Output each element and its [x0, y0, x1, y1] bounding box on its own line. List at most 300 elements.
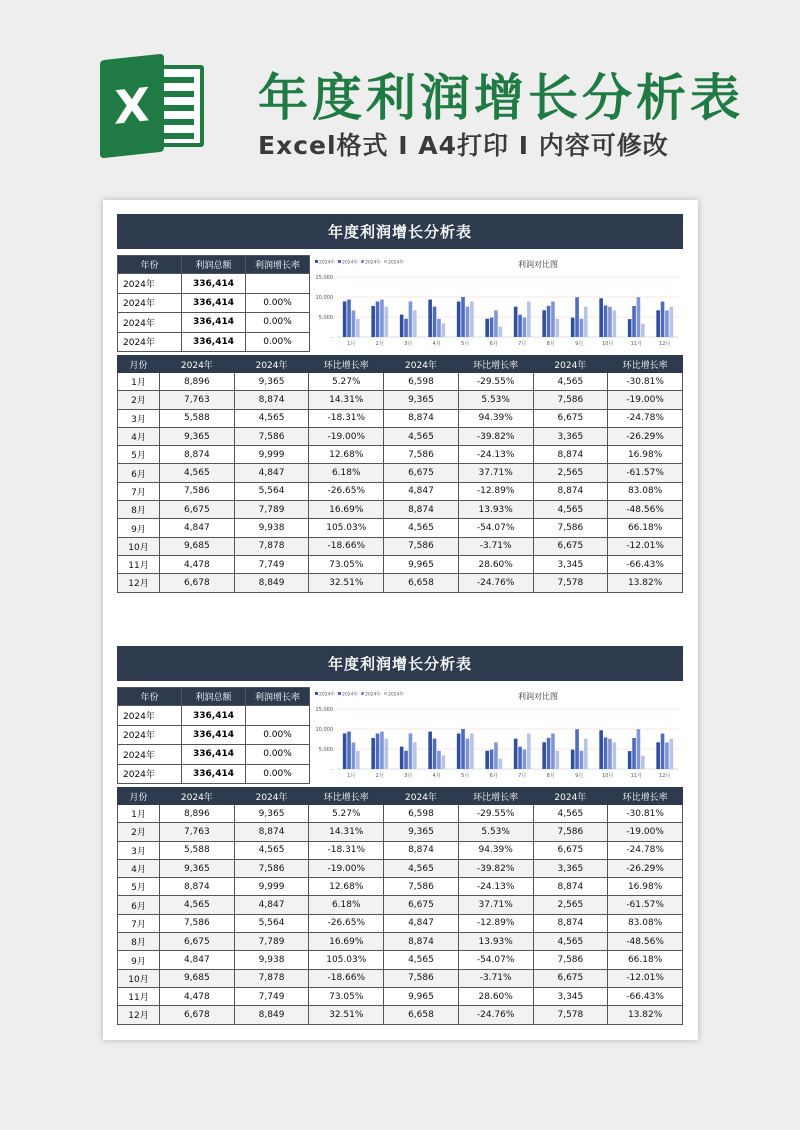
- table-cell: 8,874: [160, 878, 235, 896]
- table-cell: 2月: [118, 823, 160, 841]
- bar: [608, 739, 612, 769]
- table-cell: 14.31%: [309, 823, 384, 841]
- summary-row: [118, 274, 310, 293]
- bar: [580, 319, 584, 337]
- table-row: [118, 933, 683, 951]
- bar: [613, 742, 617, 769]
- summary-section: [117, 255, 683, 352]
- table-cell: 83.08%: [608, 482, 683, 500]
- bar: [632, 738, 636, 769]
- table-cell: 9,938: [234, 519, 309, 537]
- logo-letter: X: [100, 54, 164, 159]
- table-cell: 4,565: [160, 464, 235, 482]
- summary-cell: 0.00%: [246, 313, 310, 332]
- bar: [343, 733, 347, 769]
- summary-section: [117, 687, 683, 784]
- table-cell: 7,586: [234, 859, 309, 877]
- page-subtitle: Excel格式 I A4打印 I 内容可修改: [258, 131, 669, 160]
- bar: [404, 319, 408, 337]
- bar: [466, 739, 470, 769]
- monthly-header: 环比增长率: [458, 788, 533, 805]
- bar: [599, 730, 603, 769]
- table-cell: -12.01%: [608, 537, 683, 555]
- x-tick-label: 2月: [375, 773, 384, 779]
- bar: [632, 306, 636, 337]
- bar: [457, 734, 461, 769]
- x-tick-label: 9月: [575, 341, 584, 347]
- bar: [518, 315, 522, 337]
- bar: [490, 750, 494, 769]
- bar: [433, 307, 437, 337]
- bar: [433, 739, 437, 769]
- table-cell: 8月: [118, 933, 160, 951]
- y-tick-label: 5,000: [318, 747, 333, 753]
- x-tick-label: 6月: [489, 773, 498, 779]
- table-row: [118, 859, 683, 877]
- bar: [670, 307, 674, 337]
- bar: [385, 739, 389, 769]
- bar: [470, 302, 474, 337]
- x-tick-label: 2月: [375, 341, 384, 347]
- table-cell: -61.57%: [608, 464, 683, 482]
- summary-cell: 2024年: [118, 706, 182, 725]
- summary-table: [117, 255, 310, 352]
- table-cell: -12.01%: [608, 969, 683, 987]
- summary-header: 利润总额: [182, 688, 246, 706]
- table-cell: 4,847: [234, 896, 309, 914]
- x-tick-label: 4月: [432, 341, 441, 347]
- x-tick-label: 4月: [432, 773, 441, 779]
- table-cell: 8,849: [234, 1006, 309, 1024]
- table-row: [118, 446, 683, 464]
- x-tick-label: 5月: [461, 773, 470, 779]
- x-tick-label: 3月: [404, 773, 413, 779]
- summary-header: 年份: [118, 688, 182, 706]
- x-tick-label: 5月: [461, 341, 470, 347]
- table-cell: 4,565: [384, 951, 459, 969]
- table-cell: 13.82%: [608, 574, 683, 592]
- x-tick-label: 10月: [602, 773, 614, 779]
- summary-cell: 336,414: [182, 725, 246, 744]
- bar: [352, 311, 356, 337]
- bar: [490, 318, 494, 337]
- table-cell: 16.98%: [608, 446, 683, 464]
- table-cell: 8,874: [234, 391, 309, 409]
- bar: [413, 310, 417, 337]
- monthly-header: 2024年: [384, 356, 459, 373]
- legend-swatch: [338, 692, 341, 695]
- bar: [556, 319, 560, 337]
- bar: [413, 742, 417, 769]
- y-tick-label: 15,000: [315, 707, 333, 713]
- x-tick-label: 12月: [659, 341, 671, 347]
- table-cell: -39.82%: [458, 859, 533, 877]
- table-cell: 7,586: [384, 446, 459, 464]
- legend-swatch: [361, 692, 364, 695]
- table-cell: 4月: [118, 859, 160, 877]
- monthly-header: 月份: [118, 788, 160, 805]
- profit-comparison-chart: [313, 255, 683, 352]
- table-cell: 4月: [118, 427, 160, 445]
- table-cell: -18.66%: [309, 969, 384, 987]
- table-cell: 4,847: [160, 519, 235, 537]
- table-cell: 5.27%: [309, 805, 384, 823]
- table-cell: 12.68%: [309, 878, 384, 896]
- summary-cell: 0.00%: [246, 332, 310, 351]
- bar: [485, 319, 489, 337]
- table-cell: 66.18%: [608, 519, 683, 537]
- table-cell: 6,598: [384, 373, 459, 391]
- table-cell: 13.93%: [458, 933, 533, 951]
- table-cell: 5月: [118, 878, 160, 896]
- legend-swatch: [384, 692, 387, 695]
- profit-comparison-chart: [313, 687, 683, 784]
- bar: [518, 747, 522, 769]
- table-cell: 4,565: [533, 805, 608, 823]
- legend-label: 2024年: [319, 692, 335, 698]
- table-cell: 8,874: [234, 823, 309, 841]
- table-cell: 6.18%: [309, 896, 384, 914]
- bar: [409, 734, 413, 769]
- table-cell: 9,938: [234, 951, 309, 969]
- table-row: [118, 482, 683, 500]
- table-cell: 4,565: [384, 427, 459, 445]
- x-tick-label: 1月: [347, 341, 356, 347]
- table-cell: 9,685: [160, 537, 235, 555]
- bar: [514, 739, 518, 769]
- monthly-header: 2024年: [234, 788, 309, 805]
- table-cell: 1月: [118, 805, 160, 823]
- bar: [347, 732, 351, 769]
- table-row: [118, 823, 683, 841]
- table-cell: 7,586: [533, 823, 608, 841]
- table-cell: 8,849: [234, 574, 309, 592]
- table-cell: 4,565: [533, 933, 608, 951]
- table-cell: 9,965: [384, 987, 459, 1005]
- table-cell: 3月: [118, 841, 160, 859]
- table-cell: -61.57%: [608, 896, 683, 914]
- table-cell: 4,565: [384, 519, 459, 537]
- table-cell: -29.55%: [458, 373, 533, 391]
- table-cell: 7,578: [533, 574, 608, 592]
- monthly-header: 环比增长率: [309, 788, 384, 805]
- table-cell: 4,565: [160, 896, 235, 914]
- table-cell: -18.31%: [309, 409, 384, 427]
- table-cell: 7,586: [533, 951, 608, 969]
- table-cell: 2,565: [533, 464, 608, 482]
- monthly-header: 2024年: [160, 788, 235, 805]
- analysis-sheet-1: [117, 214, 683, 593]
- table-row: [118, 951, 683, 969]
- table-cell: 7,878: [234, 969, 309, 987]
- summary-cell: 336,414: [182, 274, 246, 293]
- bar: [461, 297, 465, 337]
- table-row: [118, 841, 683, 859]
- table-cell: -3.71%: [458, 969, 533, 987]
- table-cell: 6,658: [384, 574, 459, 592]
- table-cell: 37.71%: [458, 464, 533, 482]
- bar: [527, 302, 531, 337]
- table-cell: 8,874: [533, 878, 608, 896]
- bar: [665, 742, 669, 769]
- table-cell: 5,588: [160, 841, 235, 859]
- bar: [571, 750, 575, 769]
- table-cell: 8,874: [533, 482, 608, 500]
- bar: [371, 306, 375, 337]
- x-tick-label: 11月: [630, 341, 642, 347]
- table-cell: 4,847: [160, 951, 235, 969]
- summary-cell: [246, 706, 310, 725]
- table-row: [118, 574, 683, 592]
- table-cell: 9,999: [234, 446, 309, 464]
- summary-row: [118, 764, 310, 783]
- summary-row: [118, 293, 310, 312]
- bar: [551, 302, 555, 337]
- monthly-header: 2024年: [160, 356, 235, 373]
- monthly-table: [117, 787, 683, 1025]
- bar: [400, 747, 404, 769]
- bar: [466, 307, 470, 337]
- table-cell: 10月: [118, 537, 160, 555]
- table-cell: 8,874: [384, 409, 459, 427]
- chart-canvas: [313, 687, 683, 784]
- table-cell: -19.00%: [309, 859, 384, 877]
- table-cell: 4,565: [533, 501, 608, 519]
- bar: [376, 734, 380, 769]
- bar: [661, 302, 665, 337]
- table-cell: 8,874: [384, 501, 459, 519]
- summary-cell: 336,414: [182, 332, 246, 351]
- summary-cell: 2024年: [118, 313, 182, 332]
- table-cell: 11月: [118, 987, 160, 1005]
- table-cell: 9,365: [234, 805, 309, 823]
- excel-logo-icon: [100, 57, 208, 155]
- summary-cell: 0.00%: [246, 725, 310, 744]
- y-tick-label: 10,000: [315, 295, 333, 301]
- monthly-table: [117, 355, 683, 593]
- table-cell: -24.76%: [458, 574, 533, 592]
- bar: [514, 307, 518, 337]
- table-cell: 2,565: [533, 896, 608, 914]
- bar: [580, 751, 584, 769]
- summary-cell: 336,414: [182, 706, 246, 725]
- monthly-header: 环比增长率: [309, 356, 384, 373]
- summary-cell: 2024年: [118, 293, 182, 312]
- bar: [523, 318, 527, 337]
- table-cell: -12.89%: [458, 914, 533, 932]
- bar: [641, 324, 645, 337]
- table-cell: 6,678: [160, 574, 235, 592]
- table-cell: -26.29%: [608, 859, 683, 877]
- table-cell: 8,896: [160, 805, 235, 823]
- table-cell: -54.07%: [458, 951, 533, 969]
- legend-swatch: [384, 260, 387, 263]
- summary-cell: 2024年: [118, 764, 182, 783]
- table-cell: -19.00%: [309, 427, 384, 445]
- bar: [547, 738, 551, 769]
- monthly-header: 2024年: [533, 788, 608, 805]
- bar: [494, 742, 498, 769]
- table-cell: 28.60%: [458, 555, 533, 573]
- table-cell: -26.65%: [309, 914, 384, 932]
- table-cell: 8,874: [533, 914, 608, 932]
- summary-header: 年份: [118, 256, 182, 274]
- summary-cell: 0.00%: [246, 293, 310, 312]
- bar: [485, 751, 489, 769]
- x-tick-label: 10月: [602, 341, 614, 347]
- table-cell: 9,365: [384, 823, 459, 841]
- table-cell: -29.55%: [458, 805, 533, 823]
- page-title: 年度利润增长分析表: [258, 69, 744, 127]
- bar: [542, 742, 546, 769]
- table-cell: 14.31%: [309, 391, 384, 409]
- summary-row: [118, 706, 310, 725]
- summary-cell: 336,414: [182, 293, 246, 312]
- table-cell: 7,586: [384, 969, 459, 987]
- bar: [575, 297, 579, 337]
- table-cell: 7,586: [160, 914, 235, 932]
- bar: [604, 737, 608, 769]
- table-cell: -66.43%: [608, 987, 683, 1005]
- table-cell: 8,874: [160, 446, 235, 464]
- table-cell: 28.60%: [458, 987, 533, 1005]
- table-cell: -30.81%: [608, 805, 683, 823]
- bar: [661, 734, 665, 769]
- table-cell: -48.56%: [608, 933, 683, 951]
- table-cell: 7,586: [234, 427, 309, 445]
- table-cell: 5.53%: [458, 391, 533, 409]
- table-cell: 3,365: [533, 427, 608, 445]
- table-cell: 6,658: [384, 1006, 459, 1024]
- bar: [442, 324, 446, 337]
- table-cell: 12月: [118, 1006, 160, 1024]
- table-row: [118, 537, 683, 555]
- monthly-header: 环比增长率: [608, 788, 683, 805]
- table-cell: 1月: [118, 373, 160, 391]
- bar: [641, 756, 645, 769]
- summary-cell: 2024年: [118, 274, 182, 293]
- bar: [437, 751, 441, 769]
- legend-label: 2024年: [319, 260, 335, 266]
- a4-sheet-preview: [103, 200, 698, 1040]
- summary-header: 利润增长率: [246, 688, 310, 706]
- table-cell: 6,675: [533, 841, 608, 859]
- table-cell: 9,965: [384, 555, 459, 573]
- bar: [385, 307, 389, 337]
- legend-swatch: [315, 692, 318, 695]
- y-tick-label: 15,000: [315, 275, 333, 281]
- bar: [608, 307, 612, 337]
- table-cell: 3,365: [533, 859, 608, 877]
- bar: [428, 732, 432, 769]
- summary-cell: 2024年: [118, 745, 182, 764]
- table-cell: -26.29%: [608, 427, 683, 445]
- summary-cell: [246, 274, 310, 293]
- bar: [356, 319, 360, 337]
- bar: [551, 734, 555, 769]
- table-row: [118, 914, 683, 932]
- bar: [575, 729, 579, 769]
- table-cell: 7月: [118, 482, 160, 500]
- table-cell: 66.18%: [608, 951, 683, 969]
- table-cell: 4,847: [384, 914, 459, 932]
- x-tick-label: 6月: [489, 341, 498, 347]
- table-cell: -66.43%: [608, 555, 683, 573]
- table-cell: -24.13%: [458, 878, 533, 896]
- table-cell: -39.82%: [458, 427, 533, 445]
- table-cell: 7,586: [533, 391, 608, 409]
- table-cell: 13.93%: [458, 501, 533, 519]
- table-cell: -24.13%: [458, 446, 533, 464]
- table-cell: 5,564: [234, 914, 309, 932]
- bar: [380, 732, 384, 769]
- bar: [670, 739, 674, 769]
- table-cell: 7,578: [533, 1006, 608, 1024]
- table-cell: 4,478: [160, 555, 235, 573]
- table-cell: 8,896: [160, 373, 235, 391]
- bar: [571, 318, 575, 337]
- summary-row: [118, 313, 310, 332]
- bar: [499, 759, 503, 769]
- x-tick-label: 8月: [546, 773, 555, 779]
- table-cell: 7,586: [533, 519, 608, 537]
- table-cell: 5,564: [234, 482, 309, 500]
- table-cell: 3月: [118, 409, 160, 427]
- monthly-header: 月份: [118, 356, 160, 373]
- table-cell: 3,345: [533, 555, 608, 573]
- x-tick-label: 1月: [347, 773, 356, 779]
- bar: [613, 310, 617, 337]
- table-cell: -18.31%: [309, 841, 384, 859]
- bar: [665, 310, 669, 337]
- bar: [499, 327, 503, 337]
- table-cell: 4,847: [384, 482, 459, 500]
- table-cell: 6,675: [384, 464, 459, 482]
- table-cell: 6.18%: [309, 464, 384, 482]
- table-cell: 73.05%: [309, 555, 384, 573]
- bar: [457, 302, 461, 337]
- x-tick-label: 3月: [404, 341, 413, 347]
- table-cell: 4,565: [533, 373, 608, 391]
- y-tick-label: -: [331, 335, 333, 341]
- summary-cell: 336,414: [182, 313, 246, 332]
- table-cell: -19.00%: [608, 823, 683, 841]
- table-cell: -26.65%: [309, 482, 384, 500]
- table-cell: 9,999: [234, 878, 309, 896]
- bar: [637, 297, 641, 337]
- table-cell: 5,588: [160, 409, 235, 427]
- legend-label: 2024年: [365, 692, 381, 698]
- table-cell: 13.82%: [608, 1006, 683, 1024]
- table-cell: 37.71%: [458, 896, 533, 914]
- table-cell: 73.05%: [309, 987, 384, 1005]
- summary-cell: 2024年: [118, 332, 182, 351]
- table-cell: 7,763: [160, 823, 235, 841]
- bar: [380, 300, 384, 337]
- summary-header: 利润增长率: [246, 256, 310, 274]
- table-cell: 6,675: [160, 933, 235, 951]
- bar: [604, 305, 608, 337]
- table-cell: 16.69%: [309, 933, 384, 951]
- summary-cell: 336,414: [182, 745, 246, 764]
- bar: [494, 310, 498, 337]
- table-cell: 8,874: [384, 933, 459, 951]
- bar: [584, 739, 588, 769]
- summary-cell: 0.00%: [246, 764, 310, 783]
- summary-header: 利润总额: [182, 256, 246, 274]
- table-row: [118, 519, 683, 537]
- bar: [470, 734, 474, 769]
